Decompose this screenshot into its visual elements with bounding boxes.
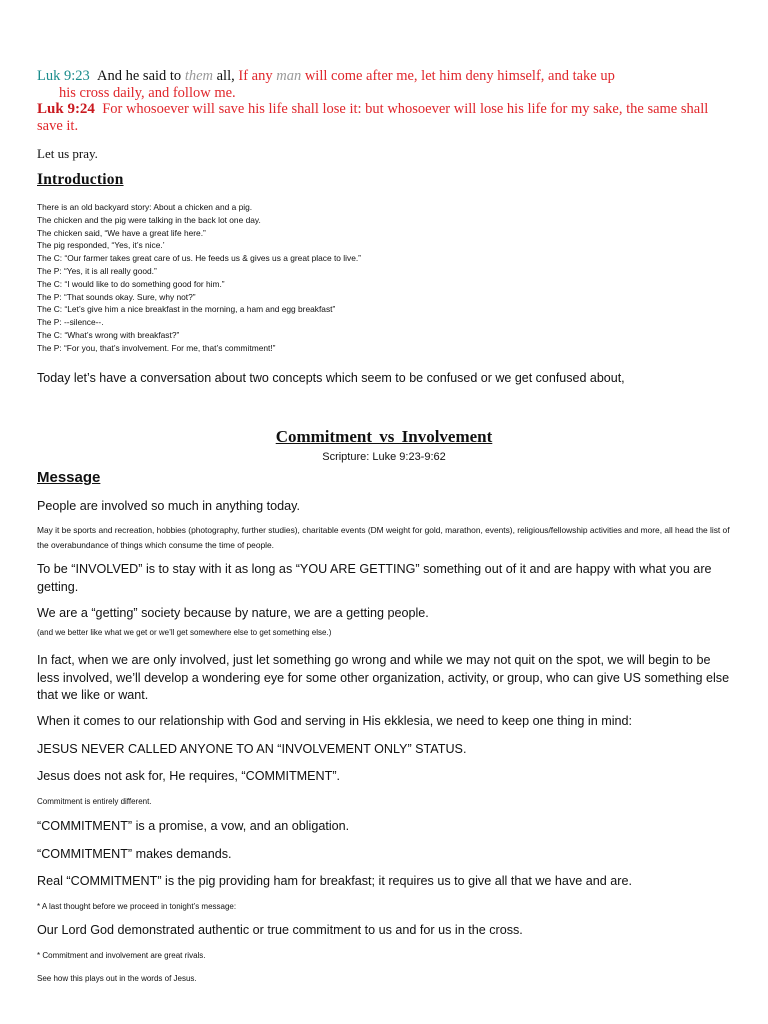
message-paragraph: (and we better like what we get or we’ll get somewhere else to get something else.) [37,628,332,637]
verse-text-black-b: all, [213,68,235,84]
message-paragraph: “COMMITMENT” is a promise, a vow, and an obligation. [37,819,350,833]
message-paragraph: People are involved so much in anything today. [37,499,300,513]
story-line: The chicken said, “We have a great life here.” [37,227,206,238]
message-paragraph: Jesus does not ask for, He requires, “COMMITMENT”. [37,769,341,783]
story-line: The C: “I would like to do something good for him.” [37,278,225,289]
verse-text-red-a: If any [234,68,277,84]
story-line: The chicken and the pig were talking in the back lot one day. [37,214,261,225]
story-line: The P: “Yes, it is all really good.” [37,265,157,276]
message-paragraph: When it comes to our relationship with God and serving in His ekklesia, we need to keep one thing in mind: [37,714,633,728]
today-line: Today let’s have a conversation about two concepts which seem to be confused or we get confused about, [37,371,625,385]
verse-ref-9-23: Luk 9:23 [37,68,90,84]
message-paragraph: To be “INVOLVED” is to stay with it as long as “YOU ARE GETTING” something out of it and are happy with what you are getting. [37,562,712,594]
message-paragraph: * A last thought before we proceed in tonight’s message: [37,902,237,911]
message-paragraph: “COMMITMENT” makes demands. [37,847,232,861]
verse-text-red-b: will come after me, let him deny himself, and take up [301,68,615,84]
message-paragraph: Real “COMMITMENT” is the pig providing ham for breakfast; it requires us to give all that we have and are. [37,874,632,888]
story-line: The pig responded, “Yes, it’s nice.’ [37,240,165,251]
message-paragraph: Our Lord God demonstrated authentic or true commitment to us and for us in the cross. [37,923,523,937]
message-paragraph: May it be sports and recreation, hobbies (photography, further studies), charitable events (DM weight for gold, marathon, events), religious/fellowship activities and more, all head the list of the overabundance of things which consume the time of people. [37,525,730,550]
story-line: The P: “For you, that’s involvement. For me, that’s commitment!” [37,342,276,353]
verse-text-9-24: For whosoever will save his life shall lose it: but whosoever will lose his life for my sake, the same shall save it. [37,101,709,134]
story-line: The C: “Our farmer takes great care of us. He feeds us & gives us a great place to live.” [37,253,361,264]
verse-luke-9-24 [37,101,731,135]
message-paragraph: We are a “getting” society because by nature, we are a getting people. [37,606,429,620]
verse-text-red-c: his cross daily, and follow me. [59,85,236,101]
story-line: There is an old backyard story: About a chicken and a pig. [37,202,253,212]
story-line: The C: “Let’s give him a nice breakfast in the morning, a ham and egg breakfast” [37,304,336,315]
introduction-heading: Introduction [37,171,124,188]
story-line: The P: “That sounds okay. Sure, why not?” [37,291,196,302]
story-line: The C: “What’s wrong with breakfast?” [37,329,180,340]
message-paragraph: In fact, when we are only involved, just let something go wrong and while we may not quit on the spot, we will begin to be less involved, we’ll develop a wondering eye for some other organization, activity, or group, who can give US something else that we like or want. [37,653,730,702]
verse-word-them: them [184,68,213,84]
message-paragraph: * Commitment and involvement are great rivals. [37,951,206,960]
verse-text-black-a: And he said to [97,68,185,84]
message-paragraph: Commitment is entirely different. [37,797,152,806]
message-paragraph: See how this plays out in the words of Jesus. [37,974,197,983]
verse-word-man: man [276,68,302,84]
pray-line: Let us pray. [37,146,98,161]
message-heading: Message [37,469,101,486]
sermon-title: Commitment vs Involvement [275,427,493,446]
verse-ref-9-24: Luk 9:24 [37,101,95,117]
story-line: The P: --silence--. [37,317,104,328]
message-paragraph: JESUS NEVER CALLED ANYONE TO AN “INVOLVEMENT ONLY” STATUS. [37,742,467,756]
scripture-reference: Scripture: Luke 9:23-9:62 [322,451,446,463]
verse-luke-9-23 [37,68,731,102]
story-block [37,201,731,355]
